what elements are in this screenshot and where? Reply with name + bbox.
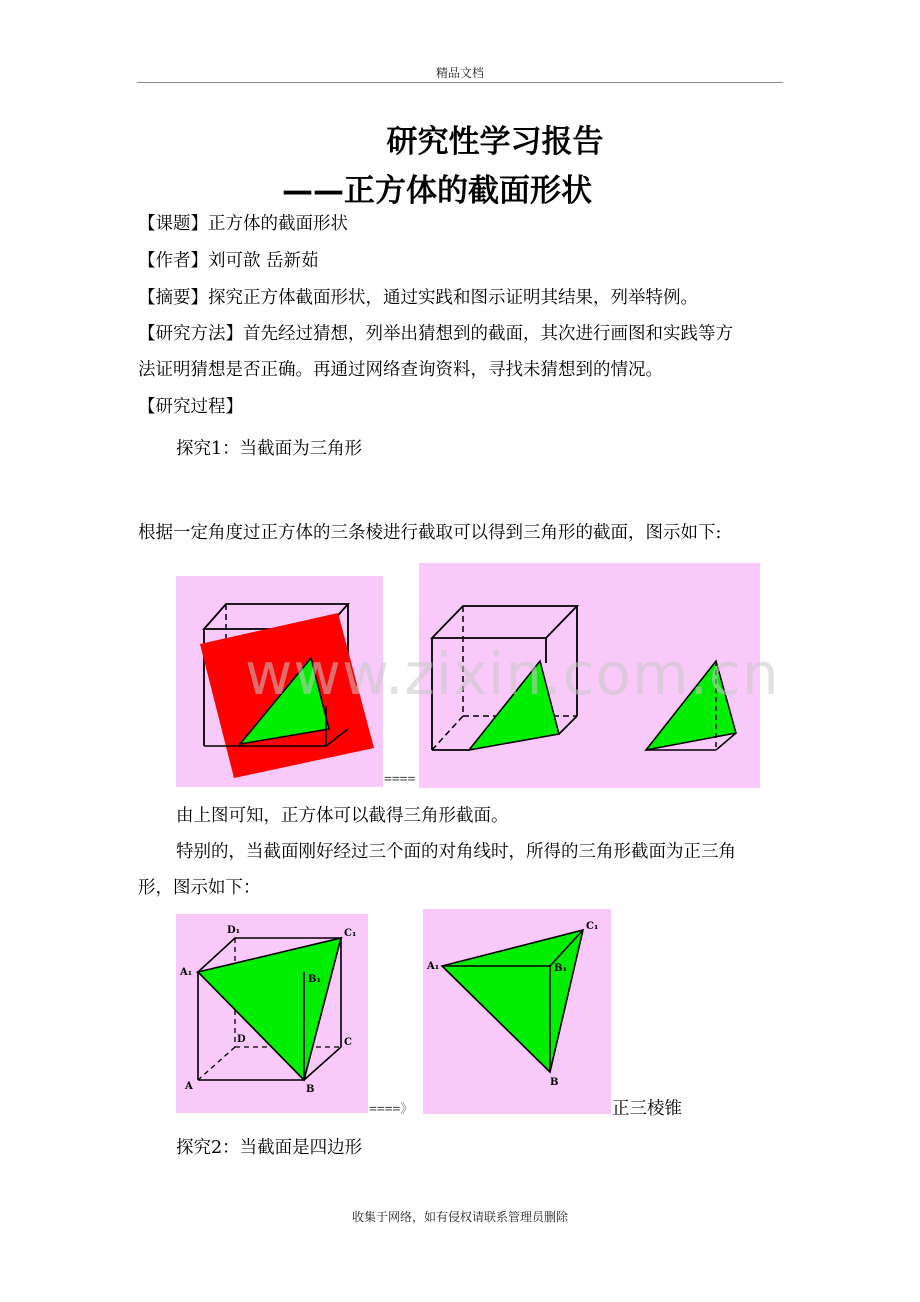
figure-pyramid xyxy=(423,909,611,1114)
section1-heading: 探究1：当截面为三角形 xyxy=(176,439,363,459)
pyramid-label-B1: B₁ xyxy=(554,963,567,974)
figure-labeled-cube xyxy=(176,914,368,1113)
pyramid-diagram xyxy=(423,909,611,1114)
method-line-1: 【研究方法】首先经过猜想，列举出猜想到的截面，其次进行画图和实践等方 xyxy=(138,324,733,344)
label-C1: C₁ xyxy=(344,928,357,939)
arrow-1: ==== xyxy=(384,772,416,787)
label-C: C xyxy=(344,1037,352,1048)
page-header: 精品文档 xyxy=(435,66,484,80)
special-case-line-1: 特别的，当截面刚好经过三个面的对角线时，所得的三角形截面为正三角 xyxy=(176,842,736,862)
author-line: 【作者】刘可歆 岳新茹 xyxy=(138,251,319,271)
pyramid-label-B: B xyxy=(550,1077,559,1088)
section1-intro: 根据一定角度过正方体的三条棱进行截取可以得到三角形的截面，图示如下: xyxy=(138,523,722,543)
section1-conclusion: 由上图可知，正方体可以截得三角形截面。 xyxy=(176,806,509,826)
pyramid-caption: 正三棱锥 xyxy=(612,1099,682,1119)
labeled-cube-diagram xyxy=(176,914,368,1113)
page-footer: 收集于网络，如有侵权请联系管理员删除 xyxy=(351,1210,568,1224)
section2-heading: 探究2：当截面是四边形 xyxy=(176,1138,363,1158)
label-D: D xyxy=(237,1034,246,1045)
report-title: 研究性学习报告 xyxy=(386,124,604,160)
process-heading: 【研究过程】 xyxy=(138,397,243,417)
special-case-line-2: 形，图示如下： xyxy=(138,878,261,898)
method-line-2: 法证明猜想是否正确。再通过网络查询资料，寻找未猜想到的情况。 xyxy=(138,360,663,380)
pyramid-label-C1: C₁ xyxy=(586,921,599,932)
arrow-2: ====》 xyxy=(369,1102,414,1117)
report-subtitle: ——正方体的截面形状 xyxy=(282,173,592,209)
label-D1: D₁ xyxy=(227,925,241,936)
pyramid-label-A1: A₁ xyxy=(427,961,440,972)
label-A1: A₁ xyxy=(180,967,193,978)
topic-line: 【课题】正方体的截面形状 xyxy=(138,214,348,234)
label-B: B xyxy=(306,1084,315,1095)
header-rule xyxy=(137,82,783,83)
label-B1: B₁ xyxy=(308,974,321,985)
abstract-line: 【摘要】探究正方体截面形状，通过实践和图示证明其结果，列举特例。 xyxy=(138,288,698,308)
watermark: www.zixin.com.cn xyxy=(245,640,780,708)
label-A: A xyxy=(185,1081,193,1092)
